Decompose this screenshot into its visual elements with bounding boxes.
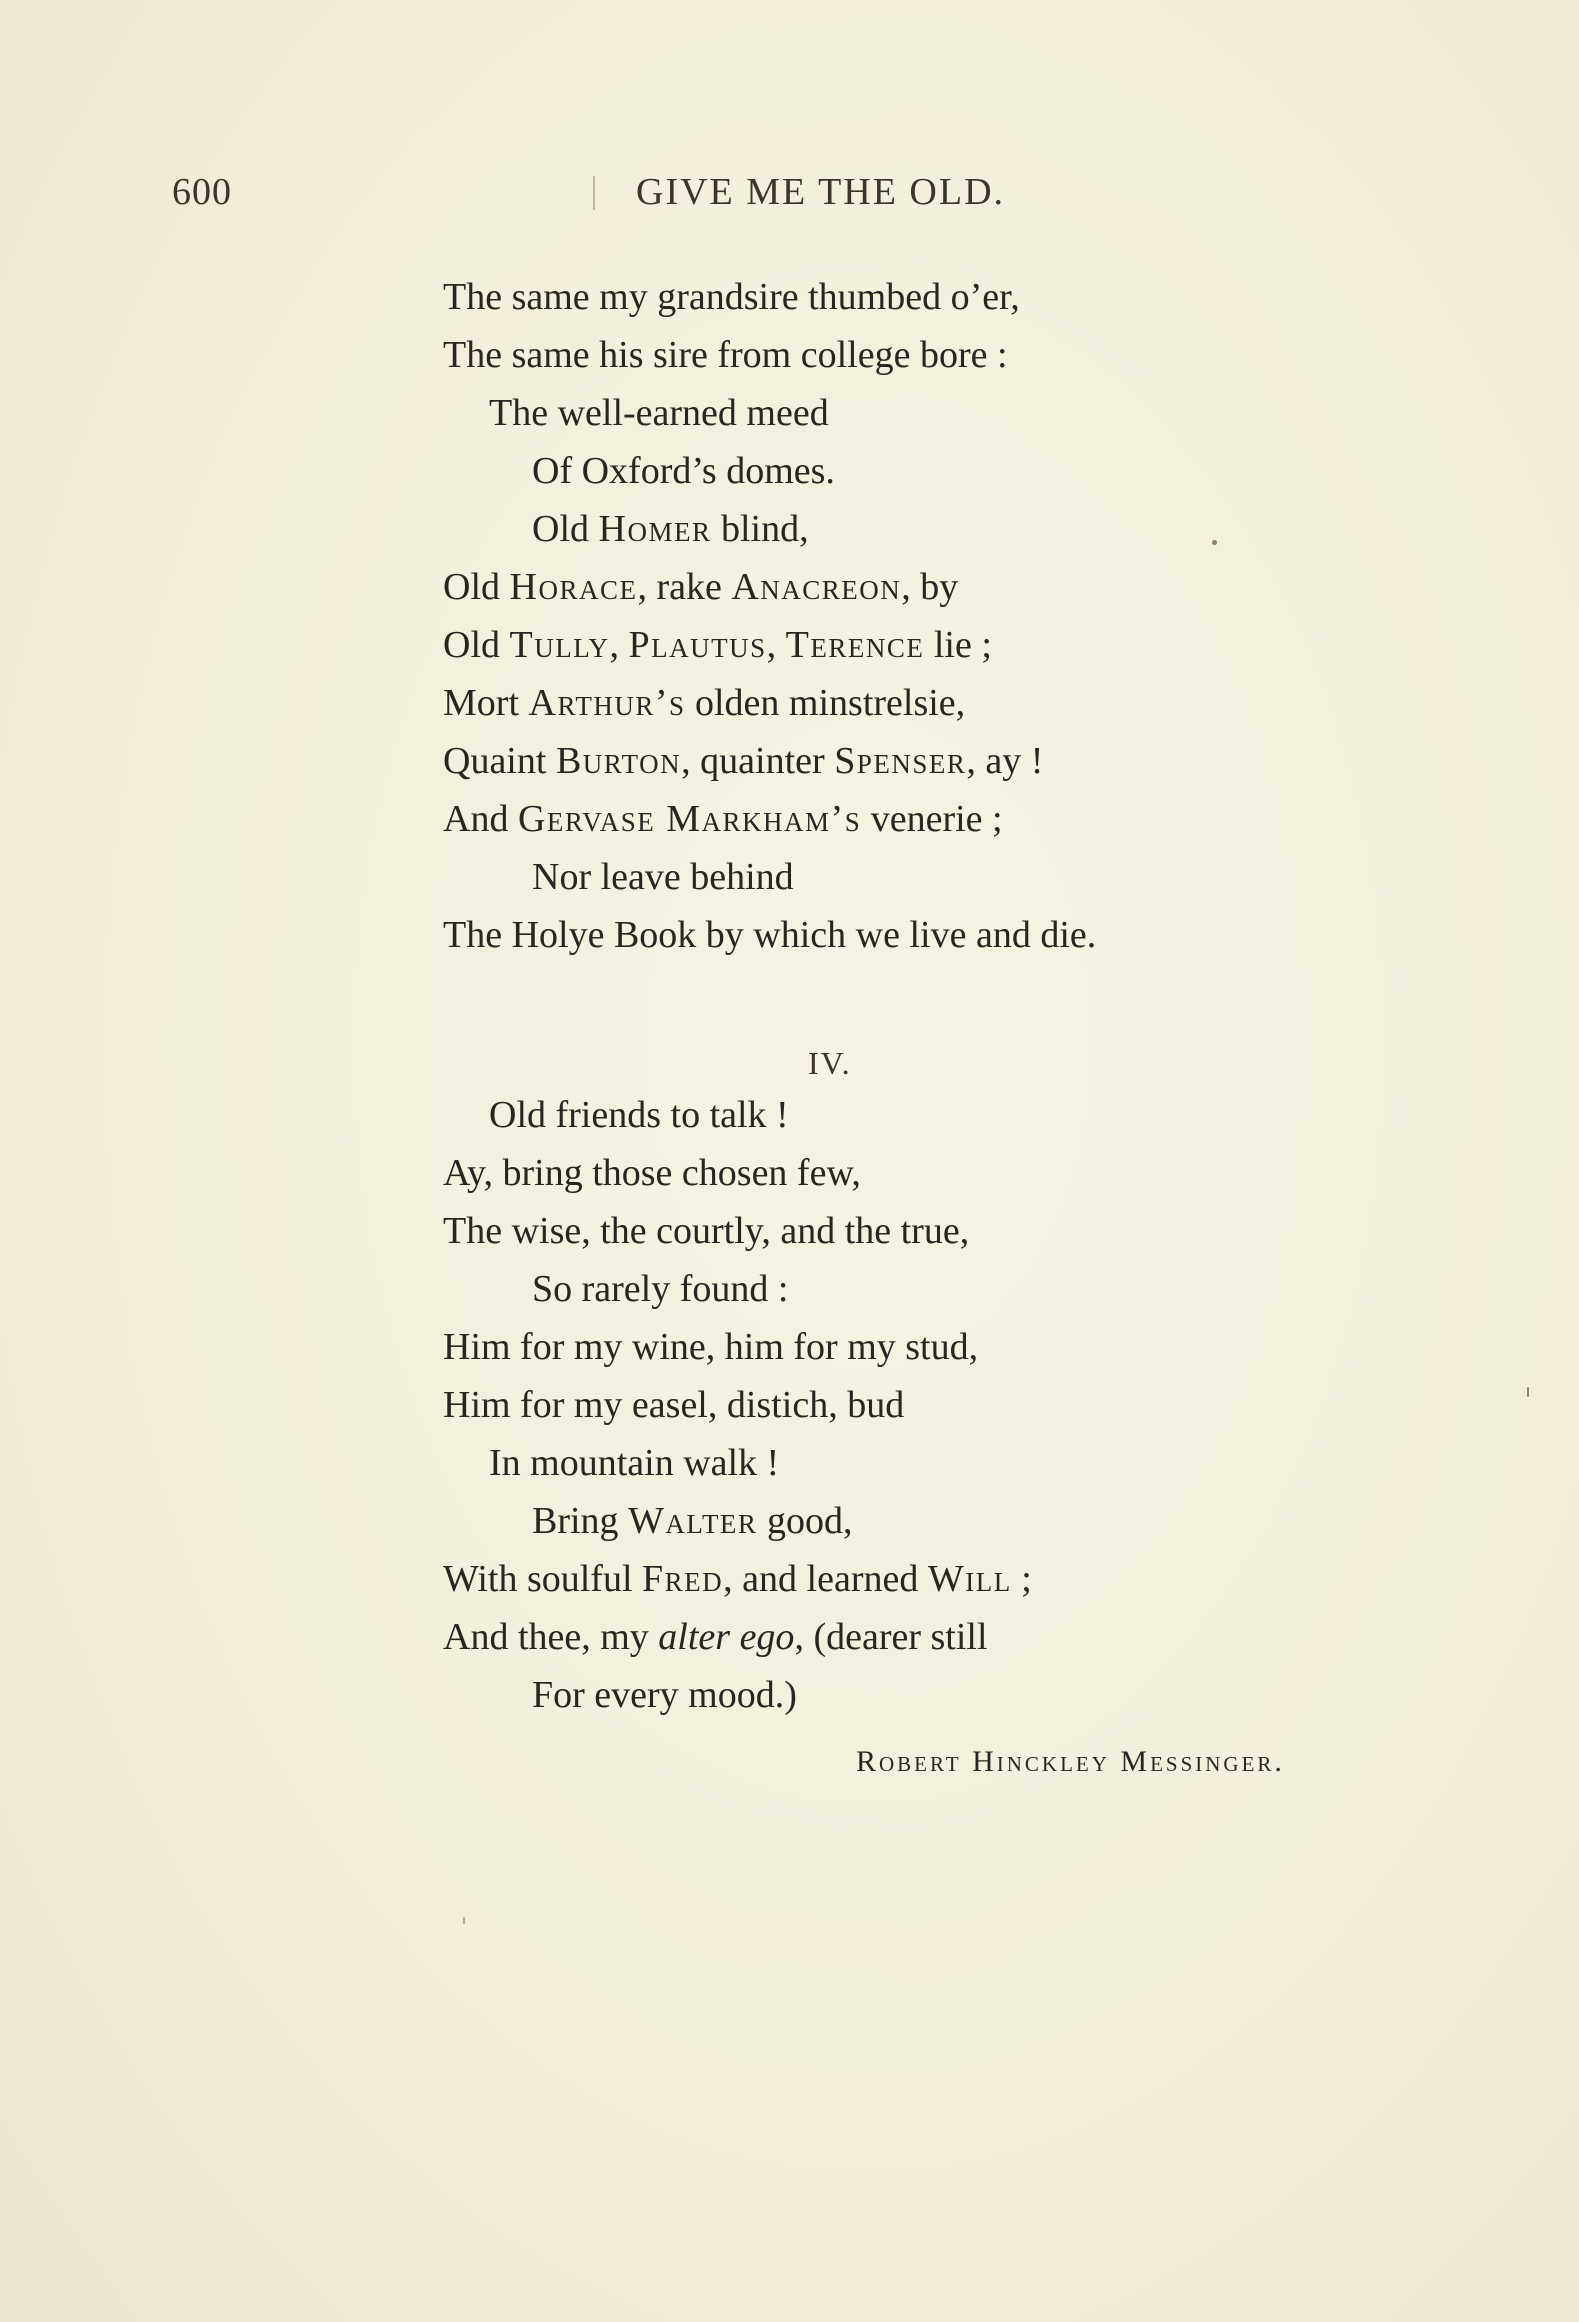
name-homer: Homer: [598, 508, 712, 550]
line-text: , by: [901, 566, 959, 608]
line-text: And thee, my: [443, 1616, 659, 1658]
poem-line: The same my grandsire thumbed o’er,: [443, 276, 1020, 318]
poem-line: Nor leave behind: [532, 856, 794, 898]
name-burton: Burton: [555, 740, 682, 782]
line-text: blind,: [711, 508, 809, 550]
poem-line: In mountain walk !: [489, 1442, 780, 1484]
line-text: Bring: [532, 1500, 629, 1542]
line-text: venerie ;: [861, 798, 1003, 840]
line-text: Old: [532, 508, 599, 550]
running-head: [172, 170, 1052, 220]
poem-line: So rarely found :: [532, 1268, 789, 1310]
poem-line: [443, 1613, 988, 1661]
print-speck: [463, 1917, 465, 1924]
poem-line: Old friends to talk !: [489, 1094, 789, 1136]
name-anacreon: Anacreon: [731, 566, 902, 608]
page-title: GIVE ME THE OLD.: [636, 171, 1006, 213]
line-text: olden minstrelsie,: [685, 682, 966, 724]
poem-line: The well-earned meed: [489, 392, 829, 434]
name-fred: Fred: [642, 1558, 724, 1600]
name-terence: Terence: [785, 624, 925, 666]
name-walter: Walter: [628, 1500, 758, 1542]
poem-line: Him for my wine, him for my stud,: [443, 1326, 979, 1368]
print-speck: [1212, 540, 1217, 545]
poem-line: The wise, the courtly, and the true,: [443, 1210, 970, 1252]
name-will: Will: [927, 1558, 1012, 1600]
line-text: With soulful: [443, 1558, 643, 1600]
name-gervase-markham: Gervase Markham’s: [517, 798, 862, 840]
latin-phrase: alter ego: [658, 1616, 795, 1658]
line-text: , ay !: [966, 740, 1044, 782]
print-speck: [1527, 1387, 1529, 1397]
name-plautus: Plautus: [628, 624, 767, 666]
section-number: IV.: [808, 1045, 852, 1081]
poem-line: [443, 795, 1003, 843]
poem-line: [532, 1497, 852, 1545]
line-text: , (dearer still: [794, 1616, 988, 1658]
poem-line: Ay, bring those chosen few,: [443, 1152, 861, 1194]
poem-line: [443, 1555, 1032, 1603]
poem-line: [443, 563, 958, 611]
line-text: lie ;: [924, 624, 992, 666]
line-text: Quaint: [443, 740, 556, 782]
line-text: And: [443, 798, 518, 840]
poem-line: [443, 737, 1043, 785]
name-horace: Horace: [509, 566, 638, 608]
line-text: , and learned: [723, 1558, 928, 1600]
poem-line: [532, 505, 809, 553]
line-text: ,: [766, 624, 786, 666]
line-text: good,: [757, 1500, 853, 1542]
poem-line: The same his sire from college bore :: [443, 334, 1008, 376]
name-tully: Tully: [509, 624, 610, 666]
name-arthur: Arthur’s: [528, 682, 686, 724]
line-text: ;: [1011, 1558, 1032, 1600]
header-divider: [593, 176, 595, 210]
author-attribution: Robert Hinckley Messinger.: [856, 1745, 1285, 1778]
name-spenser: Spenser: [834, 740, 967, 782]
poem-line: Of Oxford’s domes.: [532, 450, 835, 492]
poem-line: Him for my easel, distich, bud: [443, 1384, 905, 1426]
poem-line: [443, 679, 965, 727]
page-number: 600: [172, 171, 232, 213]
line-text: ,: [609, 624, 629, 666]
line-text: Mort: [443, 682, 529, 724]
line-text: , rake: [637, 566, 732, 608]
poem-line: The Holye Book by which we live and die.: [443, 914, 1097, 956]
poem-line: [443, 621, 992, 669]
line-text: Old: [443, 624, 510, 666]
line-text: , quainter: [681, 740, 835, 782]
poem-line: For every mood.): [532, 1674, 797, 1716]
line-text: Old: [443, 566, 510, 608]
